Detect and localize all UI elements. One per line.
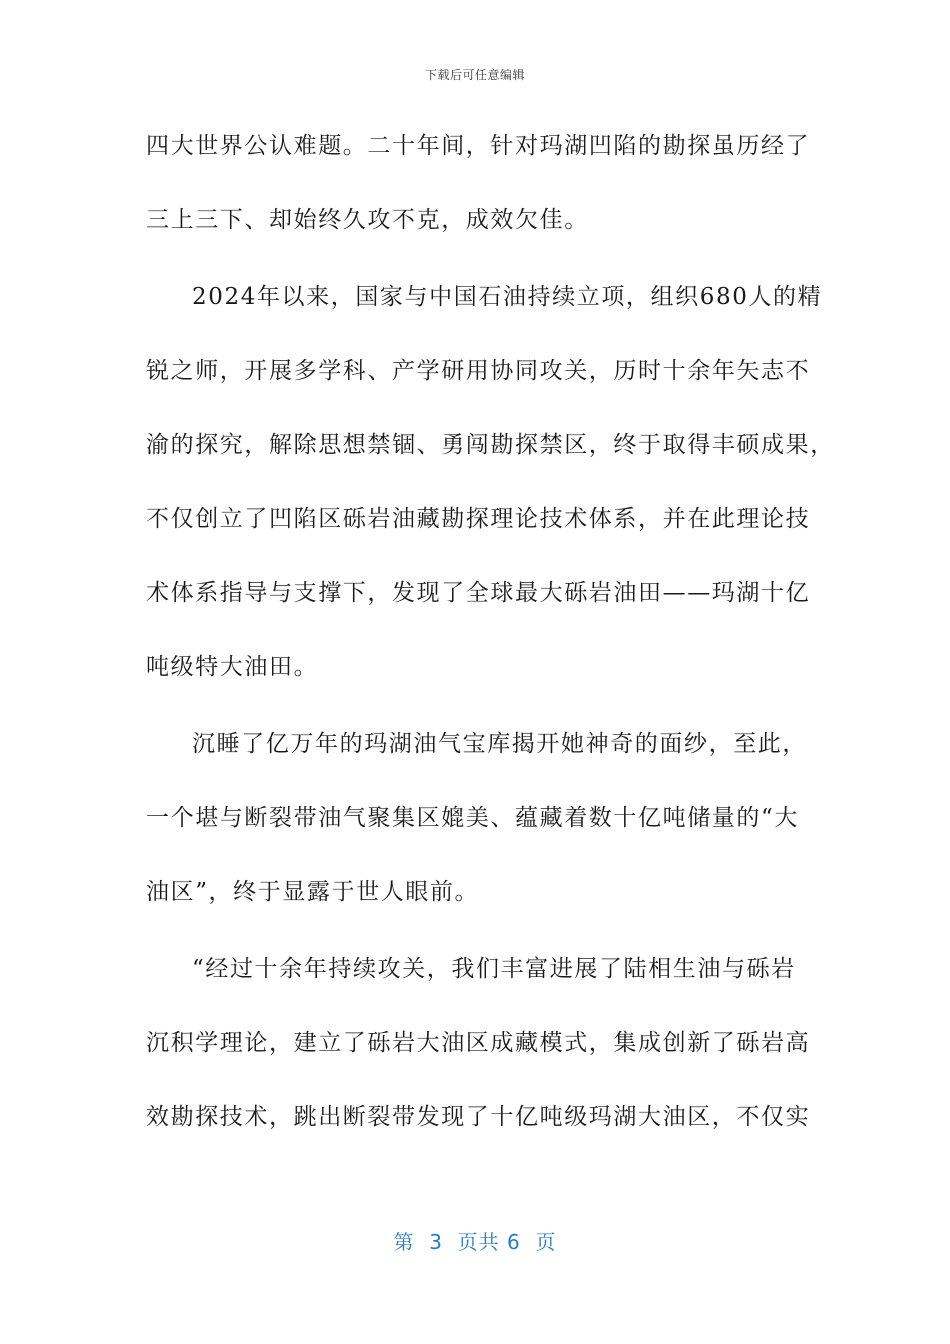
text-line: 油区”，终于显露于世人眼前。 <box>146 879 480 905</box>
header-note: 下载后可任意编辑 <box>424 68 525 82</box>
text-line: 四大世界公认难题。二十年间，针对玛湖凹陷的勘探虽历经了 <box>146 133 811 159</box>
text-line: 一个堪与断裂带油气聚集区媲美、蕴藏着数十亿吨储量的“大 <box>146 805 799 831</box>
text-line: 不仅创立了凹陷区砾岩油藏勘探理论技术体系，并在此理论技 <box>146 506 811 532</box>
text-line: 沉积学理论，建立了砾岩大油区成藏模式，集成创新了砾岩高 <box>146 1030 811 1056</box>
text-line: 2024年以来，国家与中国石油持续立项，组织680人的精 <box>192 284 823 310</box>
text-line: 渝的探究，解除思想禁锢、勇闯勘探禁区，终于取得丰硕成果， <box>146 432 835 458</box>
text-line: 锐之师，开展多学科、产学研用协同攻关，历时十余年矢志不 <box>146 358 811 384</box>
text-line: “经过十余年持续攻关，我们丰富进展了陆相生油与砾岩 <box>192 956 796 982</box>
text-line: 三上三下、却始终久攻不克，成效欠佳。 <box>146 207 589 233</box>
text-line: 术体系指导与支撑下，发现了全球最大砾岩油田——玛湖十亿 <box>146 580 811 606</box>
page-number: 第 3 页共 6 页 <box>393 1230 557 1254</box>
text-line: 效勘探技术，跳出断裂带发现了十亿吨级玛湖大油区，不仅实 <box>146 1104 811 1130</box>
text-line: 沉睡了亿万年的玛湖油气宝库揭开她神奇的面纱，至此， <box>192 731 807 757</box>
text-line: 吨级特大油田。 <box>146 654 319 680</box>
